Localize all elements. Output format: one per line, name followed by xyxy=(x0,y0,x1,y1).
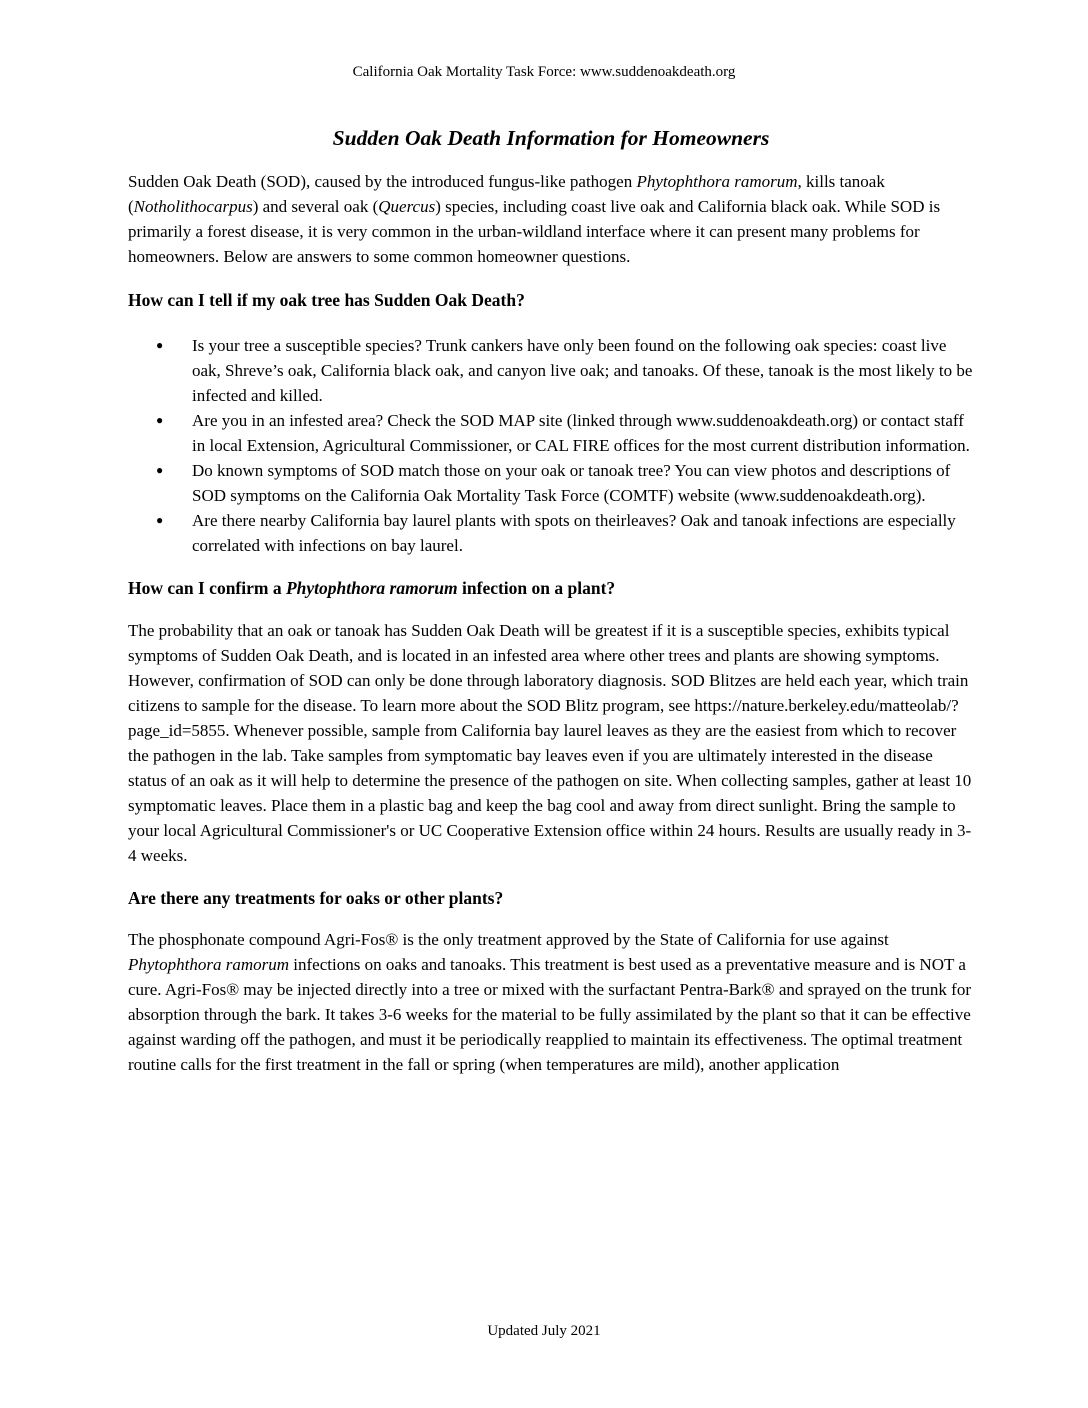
list-item-text: Is your tree a susceptible species? Trunk cankers have only been found on the following oak species: coast live oak, Shreve’s oak, California black oak, and canyon live oak; and tanoaks. Of these, tanoak is the most likely to be infected and killed. xyxy=(192,336,973,405)
intro-text-4: ) species, including coast live oak and California black oak. While SOD is primarily a forest disease, it is very common in the urban-wildland interface where it can present many problems for homeowners. Below are answers to some common homeowner questions. xyxy=(128,197,941,266)
intro-italic-pathogen: Phytophthora ramorum xyxy=(636,172,798,191)
list-item xyxy=(128,408,974,458)
intro-italic-tanoak-genus: Notholithocarpus xyxy=(133,197,253,216)
treatment-text-1: The phosphonate compound Agri-Fos® is the only treatment approved by the State of California for use against xyxy=(128,930,889,949)
heading-text-pre: How can I confirm a xyxy=(128,578,286,598)
intro-text-1: Sudden Oak Death (SOD), caused by the introduced fungus-like pathogen xyxy=(128,172,637,191)
bullet-icon: ● xyxy=(156,413,164,427)
bullet-icon: ● xyxy=(156,513,164,527)
treatment-text-2: infections on oaks and tanoaks. This treatment is best used as a preventative measure and is NOT a cure. Agri-Fos® may be injected directly into a tree or mixed with the surfactant Pentra-Bark® and sprayed on the trunk for absorption through the bark. It takes 3-6 weeks for the material to be fully assimilated by the plant so that it can be effective against warding off the pathogen, and must it be periodically reapplied to maintain its effectiveness. The optimal treatment routine calls for the first treatment in the fall or spring (when temperatures are mild), another application xyxy=(128,955,971,1074)
heading-text-post: infection on a plant? xyxy=(457,578,616,598)
running-header: California Oak Mortality Task Force: www.suddenoakdeath.org xyxy=(352,64,736,80)
section-heading-treatments: Are there any treatments for oaks or other plants? xyxy=(128,888,504,908)
section-heading-confirm xyxy=(128,576,974,601)
list-item-text: Are there nearby California bay laurel plants with spots on theirleaves? Oak and tanoak infections are especially correlated with infections on bay laurel. xyxy=(192,511,956,555)
intro-text-2: , kills tanoak ( xyxy=(128,172,885,216)
intro-paragraph xyxy=(128,169,974,269)
bullet-icon: ● xyxy=(156,338,164,352)
bullet-icon: ● xyxy=(156,463,164,477)
section-heading-symptoms: How can I tell if my oak tree has Sudden Oak Death? xyxy=(128,290,525,310)
document-body xyxy=(128,126,974,1077)
page-title: Sudden Oak Death Information for Homeowners xyxy=(332,126,770,150)
list-item xyxy=(128,333,974,408)
intro-italic-oak-genus: Quercus xyxy=(378,197,436,216)
heading-italic-pathogen: Phytophthora ramorum xyxy=(285,578,458,598)
intro-text-3: ) and several oak ( xyxy=(252,197,379,216)
list-item xyxy=(128,508,974,558)
treatment-italic-pathogen: Phytophthora ramorum xyxy=(128,955,290,974)
treatment-paragraph xyxy=(128,927,974,1077)
confirm-paragraph: The probability that an oak or tanoak has Sudden Oak Death will be greatest if it is a susceptible species, exhibits typical symptoms of Sudden Oak Death, and is located in an infested area where other trees and plants are showing symptoms. However, confirmation of SOD can only be done through laboratory diagnosis. SOD Blitzes are held each year, which train citizens to sample for the disease. To learn more about the SOD Blitz program, see https://nature.berkeley.edu/matteolab/?page_id=5855. Whenever possible, sample from California bay laurel leaves as they are the easiest from which to recover the pathogen in the lab. Take samples from symptomatic bay leaves even if you are ultimately interested in the disease status of an oak as it will help to determine the presence of the pathogen on site. When collecting samples, gather at least 10 symptomatic leaves. Place them in a plastic bag and keep the bag cool and away from direct sunlight. Bring the sample to your local Agricultural Commissioner's or UC Cooperative Extension office within 24 hours. Results are usually ready in 3-4 weeks. xyxy=(128,621,972,865)
list-item xyxy=(128,458,974,508)
list-item-text: Do known symptoms of SOD match those on your oak or tanoak tree? You can view photos and descriptions of SOD symptoms on the California Oak Mortality Task Force (COMTF) website (www.suddenoakdeath.org). xyxy=(192,461,951,505)
page-footer-updated: Updated July 2021 xyxy=(487,1323,601,1339)
symptom-checklist xyxy=(128,333,974,558)
list-item-text: Are you in an infested area? Check the SOD MAP site (linked through www.suddenoakdeath.org) or contact staff in local Extension, Agricultural Commissioner, or CAL FIRE offices for the most current distribution information. xyxy=(192,411,970,455)
